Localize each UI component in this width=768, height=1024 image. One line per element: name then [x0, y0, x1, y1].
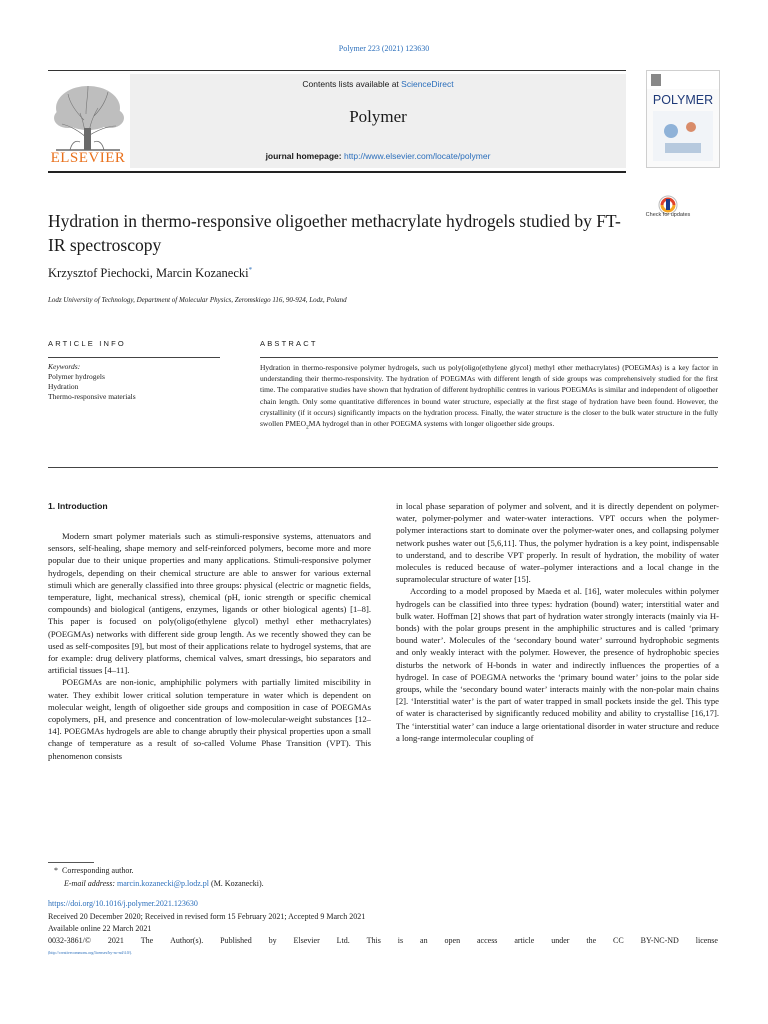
abstract-text: [260, 362, 718, 434]
copyright-word: is: [397, 936, 404, 945]
copyright-word: by: [268, 936, 277, 945]
copyright-word: This: [366, 936, 381, 945]
copyright-word: The: [140, 936, 154, 945]
copyright-word: open: [444, 936, 461, 945]
copyright-word: 0032-3861/©: [48, 936, 91, 945]
footnote-mark: *: [54, 866, 58, 875]
cover-art-icon: [653, 111, 713, 161]
cover-logo-icon: [647, 71, 719, 89]
email-suffix: (M. Kozanecki).: [211, 879, 264, 888]
copyright-word: Elsevier: [293, 936, 320, 945]
keywords-block: [48, 362, 248, 402]
body-column-left: [48, 530, 371, 762]
sciencedirect-link[interactable]: ScienceDirect: [401, 79, 454, 89]
email-label: E-mail address:: [64, 879, 116, 888]
paragraph: in local phase separation of polymer and solvent, and it is directly dependent on polymer-water, polymer-polymer and water-water interactions. VPT occurs when the polymer-polymer interactions start to dominate over the polymer-water ones, and collapsing polymer network pushes water out [5,6,11]. Thus, the polymer hydration is a key point, indispensable to understand, and to describe VPT properly. In result of hydration, the mobility of water molecules is reduced because of water–polymer interactions and a local change in the supramolecular structure of water [15].: [396, 501, 719, 585]
received-dates: Received 20 December 2020; Received in revised form 15 February 2021; Accepted 9 March 2021: [48, 912, 366, 921]
license-link[interactable]: (http://creativecommons.org/licenses/by-nc-nd/4.0/).: [48, 950, 133, 955]
affiliation: Lodz University of Technology, Department of Molecular Physics, Zeromskiego 116, 90-924, Lodz, Poland: [48, 296, 347, 304]
abstract-end: MA hydrogel than in other POEGMA systems with longer oligoether side groups.: [308, 419, 555, 429]
homepage-label: journal homepage:: [265, 151, 344, 161]
doi-link[interactable]: https://doi.org/10.1016/j.polymer.2021.123630: [48, 899, 198, 908]
corresponding-author-mark[interactable]: *: [248, 266, 253, 274]
article-info-rule: [48, 357, 220, 358]
header-top-rule: [48, 70, 626, 71]
paragraph: Modern smart polymer materials such as stimuli-responsive systems, attenuators and sensors, self-healing, shape memory and self-reinforced polymers, become more and more popular due to their unique properties and many applications. Stimuli-responsive polymer hydrogels, depending on their chemical structure are able to answer for various external stimuli which are generally classified into three groups: physical (electric or magnetic fields, temperature, light, mechanical stress), chemical (pH, ionic strength or specific chemical compounds) and biological (antigens, enzymes, ligands or other biological agents) [1–8]. This paper is focused on poly(oligo(ethylene glycol) methyl ether methacrylates) (POEGMAs) networks with different side group length. As we recently showed they can be used as self-composites [9], but most of their applications relate to hydrogel systems, that are for example: drug delivery platforms, chemical valves, smart dressings, bio separators and artificial tissues [4–11].: [48, 531, 371, 676]
corresponding-author-footnote: [54, 866, 134, 875]
keyword-item: Thermo-responsive materials: [48, 392, 136, 401]
check-for-updates-label: Check for updates: [645, 212, 691, 218]
article-title: Hydration in thermo-responsive oligoether methacrylate hydrogels studied by FT-IR spectroscopy: [48, 211, 621, 255]
keyword-item: Hydration: [48, 382, 79, 391]
abstract-main: Hydration in thermo-responsive polymer hydrogels, such us poly(oligo(ethylene glycol) methyl ether methacrylates) (POEGMAs) is a key factor in understanding their thermo-responsivity. The hydration of POEGMAs with different length of side groups was comprehensively studied for the first time. The comparative studies have shown that hydration of different hydrophilic centres in various POEGMAs is similar and independent of oligoether chain length. Only some quantitative differences in bound water structure, especially at the first stage of hydration have been found. However, the crystallinity (if it occurs) significantly impacts on the hydration process. Finally, the water structure is the closer to the bulk water structure in the fully swollen PMEO: [260, 363, 718, 429]
paragraph: According to a model proposed by Maeda et al. [16], water molecules within polymer hydrogels can be classified into three types: hydration (bound) water; interstitial water and bulk water. Hoffman [2] shows that part of hydration water strongly interacts (mainly via H-bonds) with the polar groups present in the amphiphilic structures and is called ‘primary bound water’. Molecules of the ‘secondary bound water’ surround hydrophobic segments and only weakly interact with the polymer. However, the presence of hydrophobic species disturbs the network of H-bonds in water and indirectly influences the properties of a hydrogel. In case of POEGMA networks the ‘primary bound water’ joins to the polar side groups, while the ‘secondary bound water’ interacts mainly with the non-polar main chains [2]. ‘Interstitial water’ is the part of water trapped in small pockets inside the gel. This type of water is characterised by significantly reduced mobility and ability to crystallise [16,17]. The ‘interstitial water’ can induce a large orientational disorder in water structure and reduce a long-range intermolecular coupling of: [396, 586, 719, 743]
contents-available-line: [130, 79, 626, 89]
footnote-text: Corresponding author.: [62, 866, 134, 875]
copyright-line: [48, 936, 718, 945]
copyright-word: 2021: [107, 936, 124, 945]
abstract-subscript: 2: [306, 424, 309, 431]
copyright-word: under: [551, 936, 570, 945]
authors: [48, 266, 252, 281]
abstract-rule: [260, 357, 718, 358]
online-date: Available online 22 March 2021: [48, 924, 152, 933]
copyright-word: an: [420, 936, 428, 945]
journal-cover-thumbnail[interactable]: [646, 70, 720, 168]
copyright-word: Author(s).: [170, 936, 204, 945]
abstract-heading: ABSTRACT: [260, 339, 318, 348]
homepage-link[interactable]: http://www.elsevier.com/locate/polymer: [343, 151, 491, 161]
journal-reference[interactable]: Polymer 223 (2021) 123630: [338, 44, 430, 53]
body-column-right: [396, 500, 719, 744]
cover-title: POLYMER: [652, 93, 714, 107]
keywords-label: Keywords:: [48, 362, 81, 371]
footnote-rule: [48, 862, 94, 863]
copyright-word: the: [586, 936, 597, 945]
author-names: Krzysztof Piechocki, Marcin Kozanecki: [48, 266, 249, 281]
article-info-heading: ARTICLE INFO: [48, 339, 126, 348]
email-link[interactable]: marcin.kozanecki@p.lodz.pl: [117, 879, 210, 888]
copyright-word: Ltd.: [336, 936, 350, 945]
copyright-word: Published: [220, 936, 252, 945]
email-footnote: [64, 879, 264, 888]
section-heading-introduction: 1. Introduction: [48, 501, 108, 511]
contents-prefix: Contents lists available at: [302, 79, 402, 89]
header-bottom-rule: [48, 171, 626, 173]
copyright-word: access: [476, 936, 498, 945]
copyright-word: license: [695, 936, 718, 945]
paragraph: POEGMAs are non-ionic, amphiphilic polymers with partially limited miscibility in water. They exhibit lower critical solution temperature in water which is dependent on molecular weight, length of oligoether side groups and composition in case of POEGMAs copolymers, pH, and presence and concentration of low-molecular-weight substances [12–14]. POEGMAs hydrogels are able to change abruptly their physical properties upon a small change of temperature as a result of so-called Volume Phase Transition (VPT). This phenomenon consists: [48, 677, 371, 761]
abstract-bottom-rule: [48, 467, 718, 468]
copyright-word: article: [514, 936, 535, 945]
journal-name: Polymer: [349, 107, 407, 126]
keyword-item: Polymer hydrogels: [48, 372, 105, 381]
cover-top-strip: [647, 71, 719, 89]
copyright-word: BY-NC-ND: [640, 936, 679, 945]
copyright-word: CC: [613, 936, 624, 945]
journal-homepage-line: [130, 151, 626, 161]
elsevier-wordmark: ELSEVIER: [50, 150, 126, 166]
